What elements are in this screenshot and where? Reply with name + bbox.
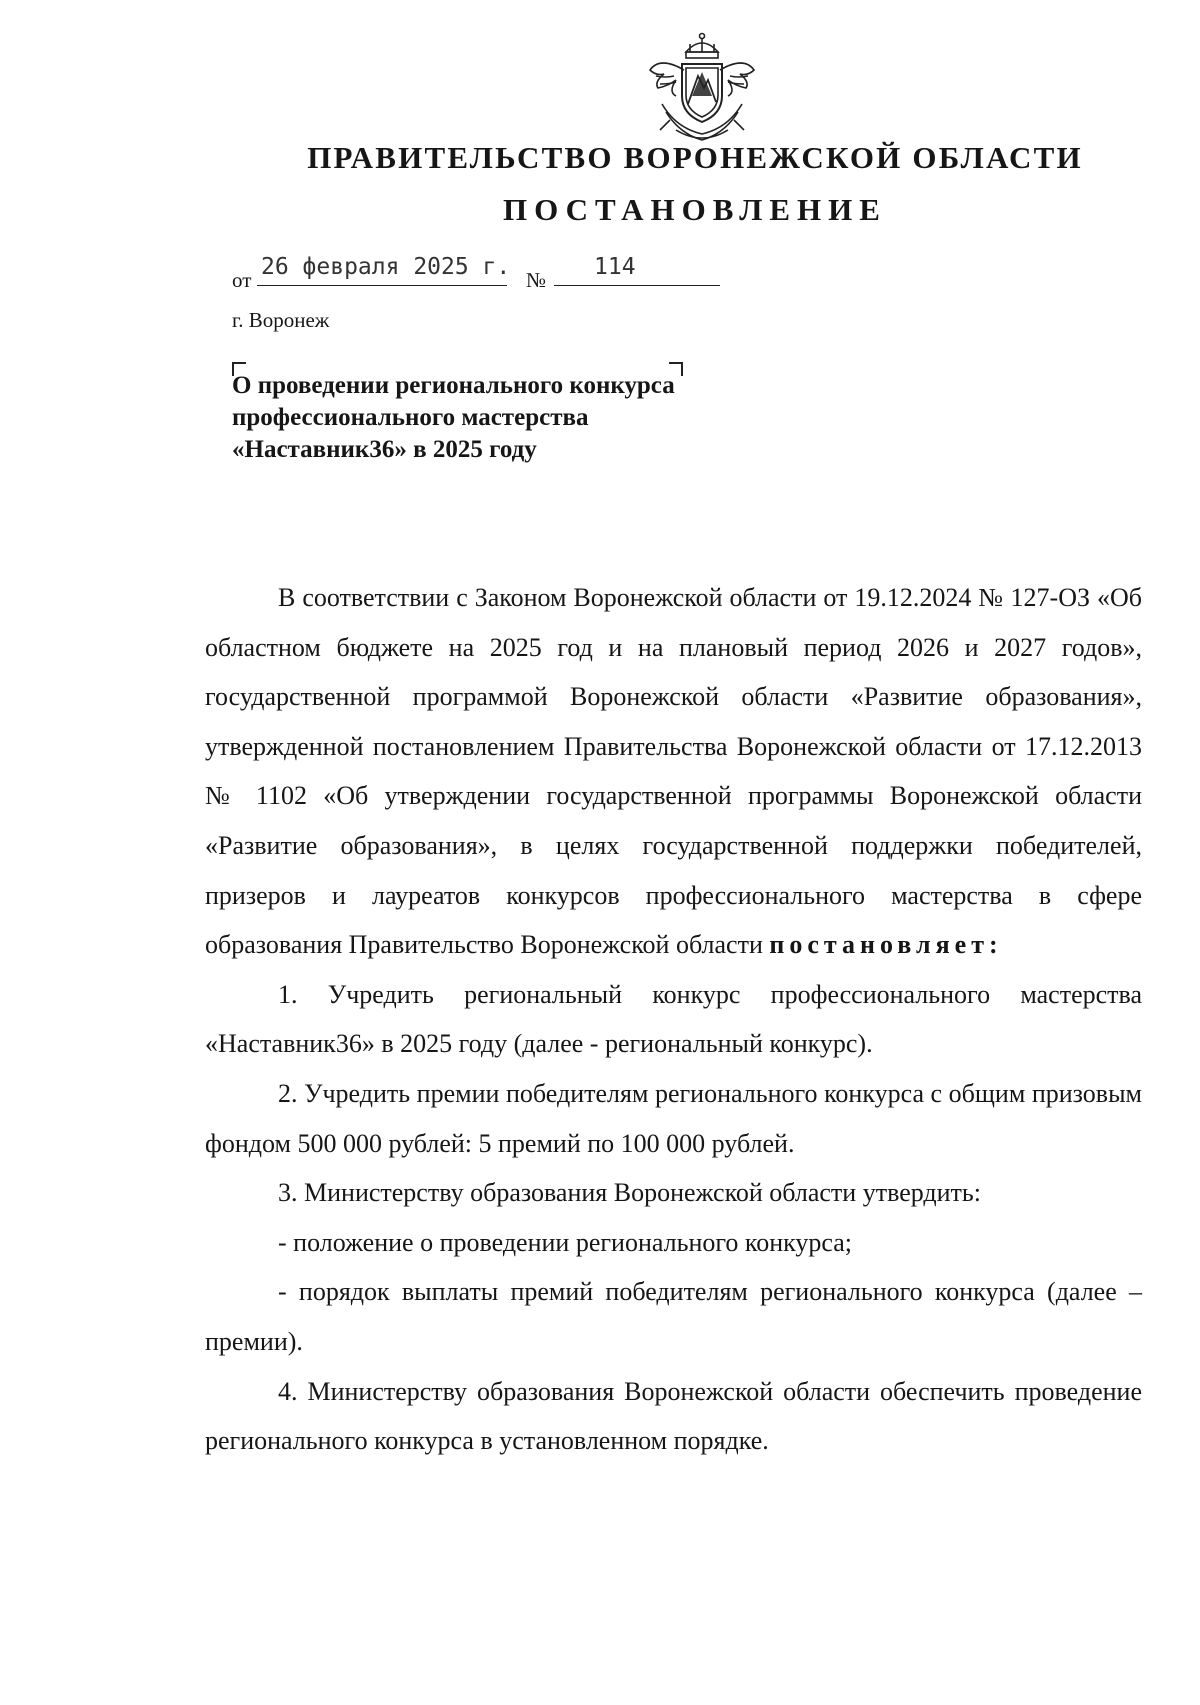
number-underline <box>554 285 720 286</box>
issue-city: г. Воронеж <box>232 308 330 332</box>
document-body <box>205 573 1142 1466</box>
item-2-paragraph: 2. Учредить премии победителям регионального конкурса с общим призовым фондом 500 000 рублей: 5 премий по 100 000 рублей. <box>205 1078 1142 1158</box>
item-3a-paragraph: - положение о проведении регионального конкурса; <box>278 1227 853 1257</box>
resolves-word: постановляет: <box>769 930 1003 960</box>
item-3-paragraph: 3. Министерству образования Воронежской области утвердить: <box>278 1178 981 1208</box>
date-underline <box>257 285 507 286</box>
date-number-line <box>232 254 732 294</box>
item-1-paragraph: 1. Учредить региональный конкурс профессионального мастерства «Наставник36» в 2025 году (далее - региональный конкурс). <box>205 979 1142 1059</box>
preamble-paragraph <box>205 573 1142 970</box>
number-prefix: № <box>526 268 547 292</box>
item-3b-paragraph: - порядок выплаты премий победителям регионального конкурса (далее – премии). <box>205 1277 1142 1356</box>
date-prefix: от <box>232 268 252 292</box>
document-number: 114 <box>594 254 636 280</box>
preamble-text: В соответствии с Законом Воронежской области от 19.12.2024 № 127-ОЗ «Об областном бюджете на 2025 год и на плановый период 2026 и 2027 годов», государственной программой Воронежской области «Развитие образования», утвержденной постановлением Правительства Воронежской области от 17.12.2013 № 1102 «Об утверждении государственной программы Воронежской области «Развитие образования», в целях государственной поддержки победителей, призеров и лауреатов конкурсов профессионального мастерства в сфере образования Правительство Воронежской области <box>205 583 1142 960</box>
item-4-paragraph: 4. Министерству образования Воронежской области обеспечить проведение регионального конкурса в установленном порядке. <box>205 1376 1142 1456</box>
document-type-heading: ПОСТАНОВЛЕНИЕ <box>503 192 887 227</box>
organization-title: ПРАВИТЕЛЬСТВО ВОРОНЕЖСКОЙ ОБЛАСТИ <box>307 140 1083 175</box>
document-date: 26 февраля 2025 г. <box>261 254 511 280</box>
coat-of-arms-icon <box>646 30 758 146</box>
document-subject: О проведении регионального конкурса профессионального мастерства «Наставник36» в 2025 году <box>232 372 675 463</box>
